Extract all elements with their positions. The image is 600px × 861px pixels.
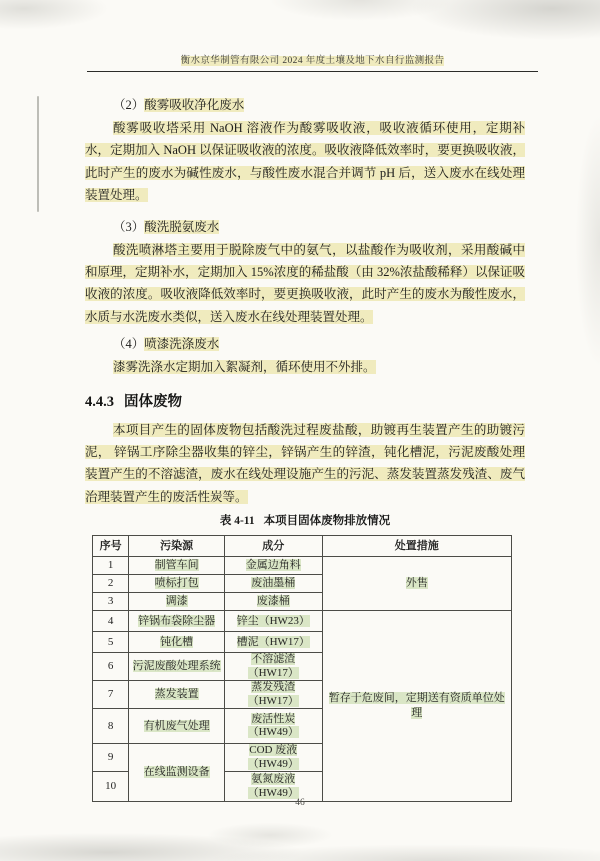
heading-text: 喷漆洗涤废水 (144, 337, 220, 352)
subsection-heading-4 (85, 333, 525, 356)
cell-source: 喷标打包 (129, 575, 225, 593)
col-header-disposal: 处置措施 (322, 536, 511, 557)
cell-no: 2 (93, 575, 129, 593)
section-heading-443 (85, 392, 525, 412)
cell-component: 金属边角料 (224, 557, 322, 575)
cell-no: 3 (93, 593, 129, 611)
cell-source: 污泥废酸处理系统 (129, 653, 225, 681)
cell-source-monitoring: 在线监测设备 (129, 744, 225, 802)
document-title: 衡水京华制管有限公司 2024 年度土壤及地下水自行监测报告 (180, 56, 445, 66)
cell-no: 8 (93, 709, 129, 744)
page-header (87, 52, 538, 72)
cell-component: 蒸发残渣 （HW17） (224, 681, 322, 709)
table-caption-title: 本项目固体废物排放情况 (263, 515, 391, 528)
cell-component: 废漆桶 (224, 593, 322, 611)
table-caption-label: 表 4-11 (219, 515, 255, 528)
solid-waste-table (92, 535, 512, 802)
cell-component: 废油墨桶 (224, 575, 322, 593)
cell-no: 6 (93, 653, 129, 681)
cell-disposal-sold: 外售 (322, 557, 511, 611)
cell-no: 7 (93, 681, 129, 709)
table-header-row (93, 536, 512, 557)
table-caption (85, 514, 525, 529)
cell-component: 不溶滤渣 （HW17） (224, 653, 322, 681)
cell-source: 制管车间 (129, 557, 225, 575)
paragraph-solid-waste: 本项目产生的固体废物包括酸洗过程废盐酸，助镀再生装置产生的助镀污泥， 锌锅工序除尘器收集的锌尘，锌锅产生的锌渣，钝化槽泥，污泥废酸处理装置产生的不溶滤渣，废水在线处理设施产生的污泥、蒸发装置蒸发残渣、废气治理装置产生的废活性炭等。 (85, 422, 525, 504)
table-row (93, 557, 512, 575)
heading-marker: （3） (113, 219, 145, 234)
page-number: 46 (295, 798, 305, 808)
subsection-heading-3 (85, 216, 525, 239)
section-title: 固体废物 (124, 393, 182, 410)
paragraph-pickling-deamination: 酸洗喷淋塔主要用于脱除废气中的氨气，以盐酸作为吸收剂，采用酸碱中和原理，定期补水，定期加入 15%浓度的稀盐酸（由 32%浓盐酸稀释）以保证吸收液的浓度。吸收液降低效率时，要更换吸收液，此时产生的废水为酸性废水，水质与水洗废水类似，送入废水在线处理装置处理。 (85, 242, 525, 324)
cell-source: 锌锅布袋除尘器 (129, 611, 225, 632)
cell-component: 废活性炭 （HW49） (224, 709, 322, 744)
cell-no: 4 (93, 611, 129, 632)
col-header-component: 成分 (224, 536, 322, 557)
cell-source: 调漆 (129, 593, 225, 611)
subsection-heading-2 (85, 94, 525, 117)
document-content (85, 88, 525, 802)
cell-component: 槽泥（HW17） (224, 632, 322, 653)
cell-no: 5 (93, 632, 129, 653)
table-row (93, 611, 512, 632)
heading-text: 酸洗脱氨废水 (144, 219, 220, 234)
cell-source: 钝化槽 (129, 632, 225, 653)
cell-no: 9 (93, 744, 129, 772)
cell-source: 有机废气处理 (129, 709, 225, 744)
paragraph-paint-washing: 漆雾洗涤水定期加入絮凝剂，循环使用不外排。 (113, 360, 376, 375)
scan-artifact-line (37, 96, 39, 212)
heading-text: 酸雾吸收净化废水 (144, 98, 245, 112)
col-header-source: 污染源 (129, 536, 225, 557)
cell-component: COD 废液 （HW49） (224, 744, 322, 772)
cell-component: 氨氮废液 （HW49） (224, 772, 322, 802)
cell-no: 1 (93, 557, 129, 575)
paragraph-acid-mist: 酸雾吸收塔采用 NaOH 溶液作为酸雾吸收液，吸收液循环使用，定期补水，定期加入 NaOH 以保证吸收液的浓度。吸收液降低效率时，要更换吸收液，此时产生的废水为碱性废水，与酸性废水混合并调节 pH 后，送入废水在线处理装置处理。 (85, 121, 525, 203)
cell-component: 锌尘（HW23） (224, 611, 322, 632)
col-header-no: 序号 (93, 536, 129, 557)
heading-marker: （4） (113, 337, 145, 352)
heading-marker: （2） (113, 98, 145, 112)
cell-disposal-hazardous: 暂存于危废间，定期送有资质单位处理 (322, 611, 511, 802)
cell-no: 10 (93, 772, 129, 802)
section-number: 4.4.3 (85, 393, 114, 410)
cell-source: 蒸发装置 (129, 681, 225, 709)
